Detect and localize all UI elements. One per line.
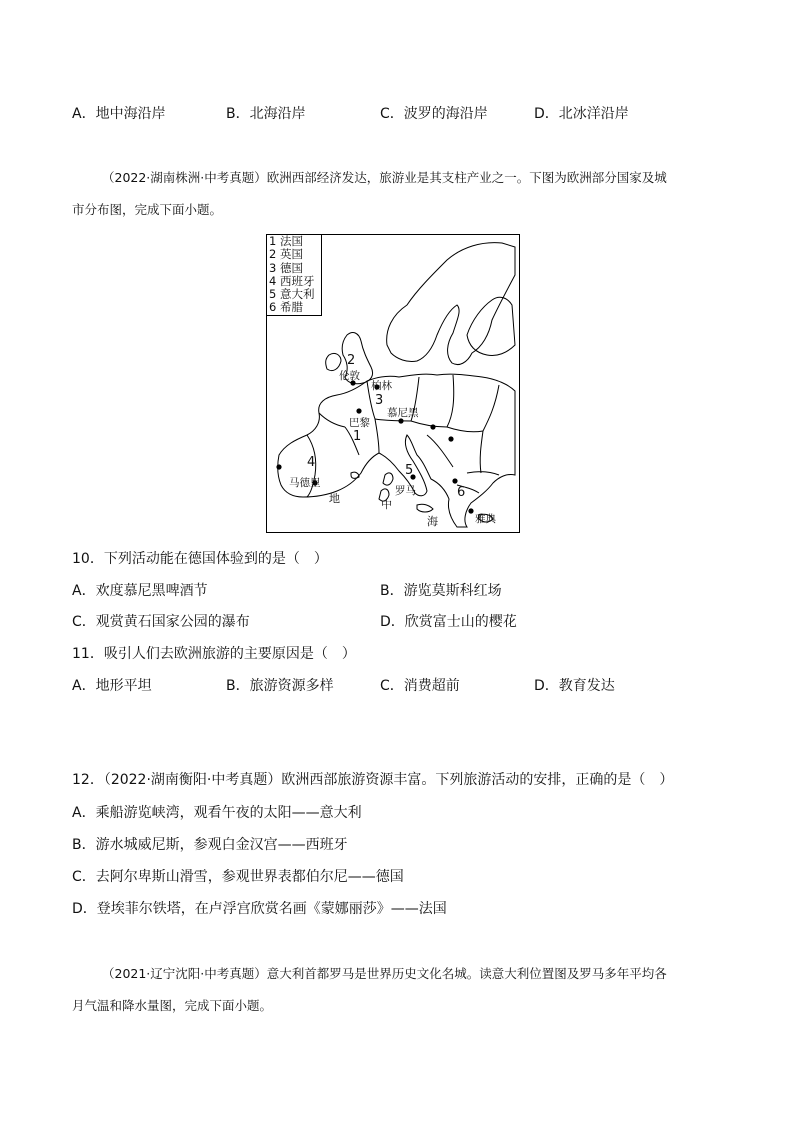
map-number-6: 6: [457, 485, 466, 500]
legend-item: 1 法国: [269, 234, 303, 248]
map-number-4: 4: [307, 455, 316, 470]
legend-item: 6 希腊: [269, 300, 303, 315]
q12-option-c: C．去阿尔卑斯山滑雪，参观世界表都伯尔尼——德国: [72, 869, 404, 885]
q9-option-a: A．地中海沿岸: [72, 106, 166, 122]
q10-option-c: C．观赏黄石国家公园的瀑布: [72, 614, 250, 630]
q12-stem: 12．（2022·湖南衡阳·中考真题）欧洲西部旅游资源丰富。下列旅游活动的安排，正确的是（ ）: [72, 772, 674, 788]
intro1-line1: （2022·湖南株洲·中考真题）欧洲西部经济发达，旅游业是其支柱产业之一。下图为欧洲部分国家及城: [102, 170, 667, 185]
map-number-3: 3: [375, 393, 384, 408]
map-number-5: 5: [405, 463, 414, 478]
map-legend: [266, 234, 322, 316]
city-london: 伦敦: [339, 370, 360, 382]
city-munich: 慕尼黑: [387, 407, 419, 419]
q10-option-a: A．欢度慕尼黑啤酒节: [72, 583, 208, 599]
city-rome: 罗马: [395, 485, 416, 497]
q9-option-d: D．北冰洋沿岸: [534, 106, 629, 122]
legend-item: 4 西班牙: [269, 273, 315, 288]
city-berlin: 柏林: [371, 380, 392, 392]
intro2-line1: （2021·辽宁沈阳·中考真题）意大利首都罗马是世界历史文化名城。读意大利位置图及罗马多年平均各: [102, 966, 667, 981]
map-number-1: 1: [353, 429, 362, 444]
q11-option-d: D．教育发达: [534, 678, 615, 694]
q11-stem: 11．吸引人们去欧洲旅游的主要原因是（ ）: [72, 646, 356, 662]
city-athens: 雅典: [475, 513, 496, 525]
sea-label-di: 地: [329, 492, 340, 505]
q10-option-d: D．欣赏富士山的樱花: [380, 614, 517, 630]
q11-option-c: C．消费超前: [380, 678, 460, 694]
legend-item: 3 德国: [269, 260, 303, 275]
q9-option-c: C．波罗的海沿岸: [380, 106, 488, 122]
map-number-2: 2: [347, 353, 356, 368]
legend-item: 5 意大利: [269, 287, 315, 302]
sea-label-hai: 海: [427, 515, 438, 528]
city-paris: 巴黎: [349, 417, 370, 429]
q11-option-b: B．旅游资源多样: [226, 678, 334, 694]
intro2-line2: 月气温和降水量图，完成下面小题。: [72, 998, 273, 1013]
q12-option-b: B．游水城威尼斯，参观白金汉宫——西班牙: [72, 837, 348, 853]
sea-label-zhong: 中: [381, 498, 392, 511]
q9-option-b: B．北海沿岸: [226, 106, 306, 122]
q12-option-d: D．登埃菲尔铁塔，在卢浮宫欣赏名画《蒙娜丽莎》——法国: [72, 901, 447, 917]
q12-option-a: A．乘船游览峡湾，观看午夜的太阳——意大利: [72, 805, 362, 821]
intro1-line2: 市分布图，完成下面小题。: [72, 202, 223, 217]
q10-stem: 10．下列活动能在德国体验到的是（ ）: [72, 551, 328, 567]
q11-option-a: A．地形平坦: [72, 678, 152, 694]
q10-option-b: B．游览莫斯科红场: [380, 583, 502, 599]
city-madrid: 马德里: [289, 477, 321, 489]
legend-item: 2 英国: [269, 247, 303, 262]
